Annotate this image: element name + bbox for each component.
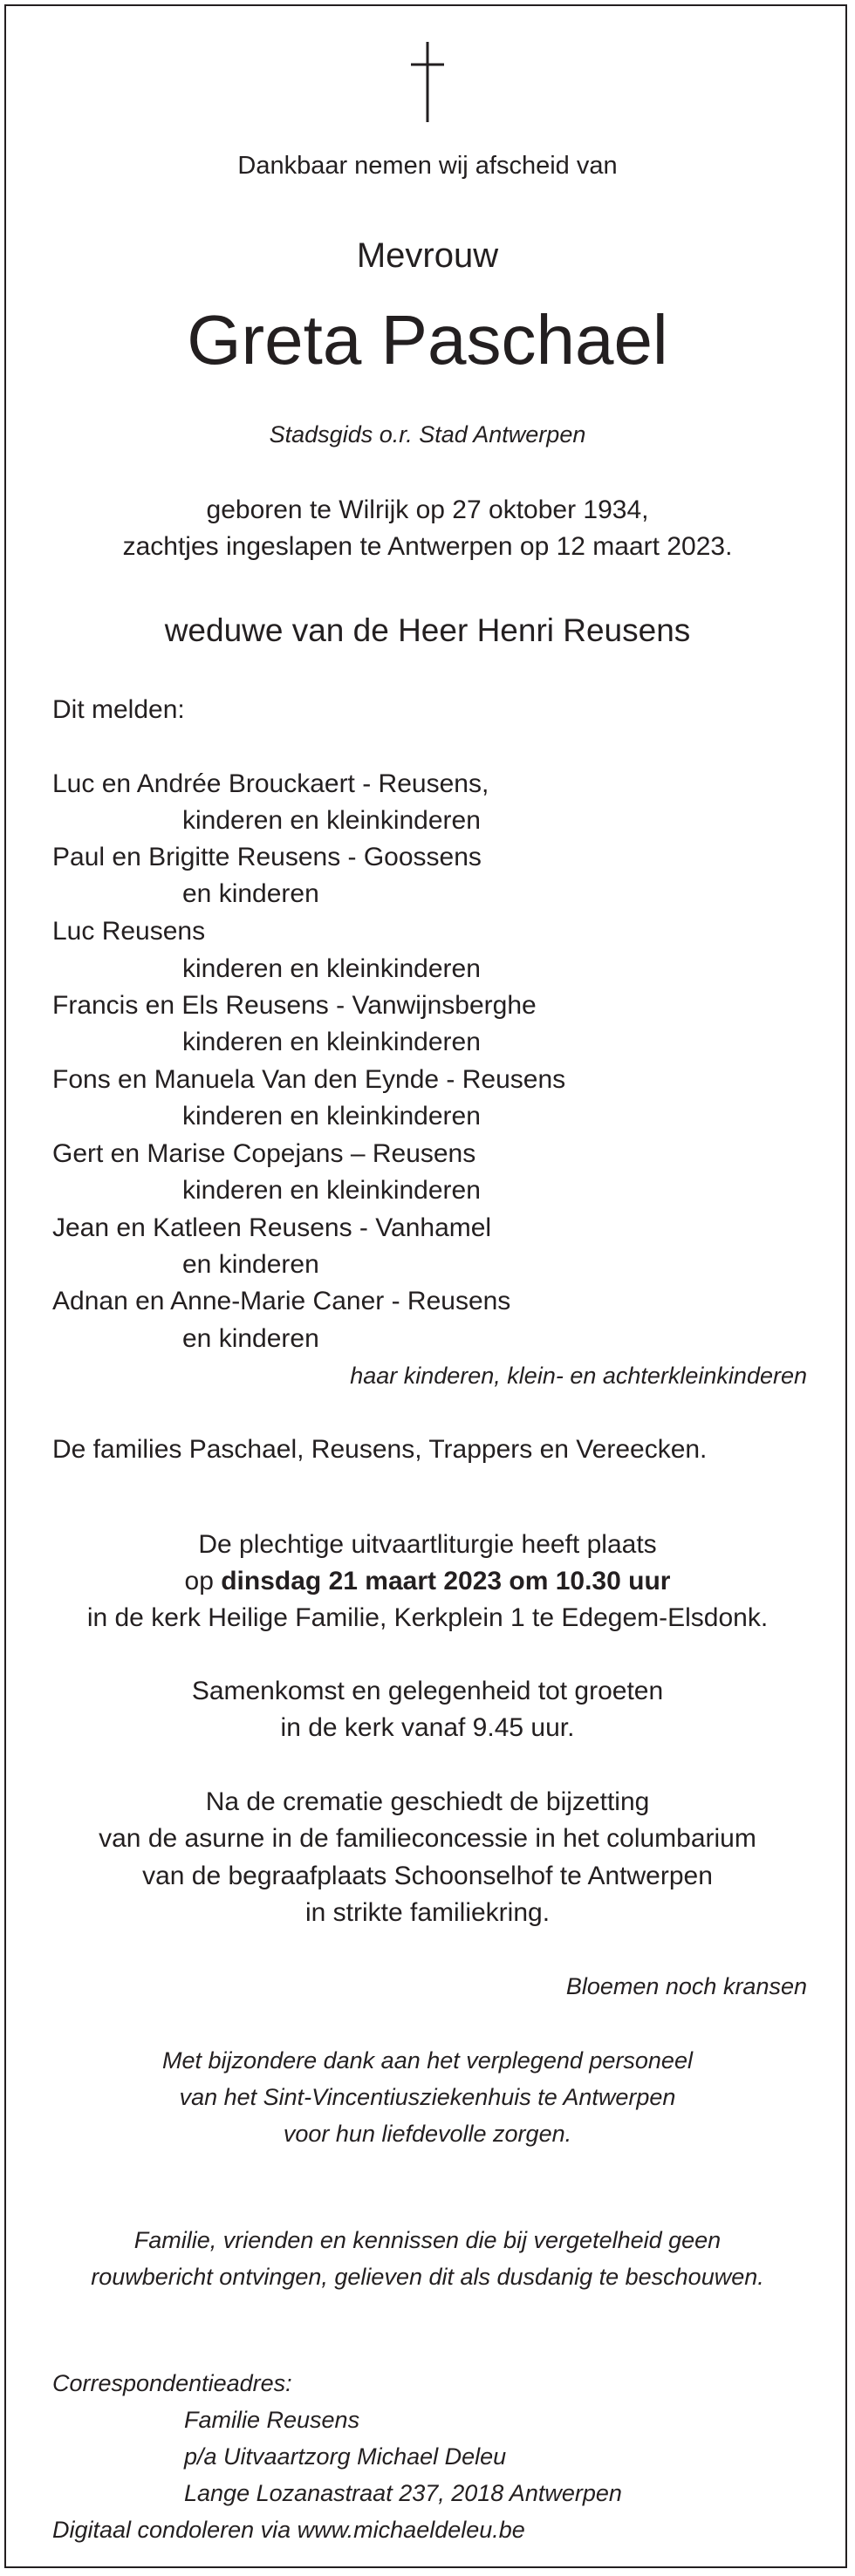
online-condolence-text: Digitaal condoleren via www.michaeldeleu.be bbox=[52, 2517, 525, 2543]
mourner-name: Francis en Els Reusens - Vanwijnsberghe bbox=[52, 991, 537, 1020]
born-text: geboren te Wilrijk op 27 oktober 1934, bbox=[206, 495, 649, 524]
intro-text: Dankbaar nemen wij afscheid van bbox=[237, 152, 618, 180]
cremation-line4: in strikte familiekring. bbox=[304, 1898, 551, 1927]
flowers-text: Bloemen noch kransen bbox=[565, 1973, 807, 1999]
cross-icon bbox=[0, 42, 855, 125]
funeral-date-prefix: op bbox=[184, 1567, 222, 1595]
correspondence-line3: Lange Lozanastraat 237, 2018 Antwerpen bbox=[184, 2480, 622, 2506]
mourner-sub: kinderen en kleinkinderen bbox=[182, 806, 481, 835]
correspondence-line1: Familie Reusens bbox=[184, 2407, 360, 2433]
notice-line2: rouwbericht ontvingen, gelieven dit als dusdanig te beschouwen. bbox=[91, 2264, 764, 2290]
thanks-line2: van het Sint-Vincentiusziekenhuis te Antwerpen bbox=[179, 2084, 676, 2110]
mourner-sub: en kinderen bbox=[182, 879, 319, 908]
mourner-sub: en kinderen bbox=[182, 1250, 319, 1279]
mourner-sub: kinderen en kleinkinderen bbox=[182, 1028, 481, 1056]
funeral-location: in de kerk Heilige Familie, Kerkplein 1 te Edegem-Elsdonk. bbox=[86, 1603, 769, 1632]
mourner-name: Gert en Marise Copejans – Reusens bbox=[52, 1139, 476, 1168]
mourner-name: Jean en Katleen Reusens - Vanhamel bbox=[52, 1213, 492, 1242]
mourners-closing: haar kinderen, klein- en achterkleinkinderen bbox=[350, 1363, 807, 1389]
correspondence-line2: p/a Uitvaartzorg Michael Deleu bbox=[184, 2443, 507, 2470]
mourner-sub: kinderen en kleinkinderen bbox=[182, 1176, 481, 1205]
died-text: zachtjes ingeslapen te Antwerpen op 12 maart 2023. bbox=[122, 532, 733, 561]
funeral-line1: De plechtige uitvaartliturgie heeft plaats bbox=[198, 1530, 657, 1559]
mourner-sub: kinderen en kleinkinderen bbox=[182, 954, 481, 983]
notice-line1: Familie, vrienden en kennissen die bij vergetelheid geen bbox=[133, 2227, 722, 2253]
mourner-sub: kinderen en kleinkinderen bbox=[182, 1102, 481, 1131]
cremation-line1: Na de crematie geschiedt de bijzetting bbox=[205, 1787, 650, 1816]
families-text: De families Paschael, Reusens, Trappers en Vereecken. bbox=[52, 1435, 708, 1464]
funeral-date-line bbox=[0, 1563, 855, 1600]
mourners-intro: Dit melden: bbox=[52, 695, 185, 724]
widow-text: weduwe van de Heer Henri Reusens bbox=[164, 612, 691, 648]
mourner-sub: en kinderen bbox=[182, 1324, 319, 1353]
cremation-line3: van de begraafplaats Schoonselhof te Antwerpen bbox=[142, 1862, 713, 1890]
gathering-line1: Samenkomst en gelegenheid tot groeten bbox=[191, 1677, 664, 1705]
correspondence-label: Correspondentieadres: bbox=[52, 2370, 292, 2396]
thanks-line1: Met bijzondere dank aan het verplegend personeel bbox=[162, 2047, 693, 2074]
funeral-date: dinsdag 21 maart 2023 om 10.30 uur bbox=[221, 1567, 671, 1595]
title-text: Mevrouw bbox=[356, 236, 499, 275]
mourner-name: Adnan en Anne-Marie Caner - Reusens bbox=[52, 1287, 511, 1315]
gathering-line2: in de kerk vanaf 9.45 uur. bbox=[280, 1713, 575, 1742]
mourner-name: Paul en Brigitte Reusens - Goossens bbox=[52, 843, 482, 871]
deceased-name: Greta Paschael bbox=[187, 301, 668, 379]
mourner-name: Luc Reusens bbox=[52, 917, 206, 946]
mourner-name: Fons en Manuela Van den Eynde - Reusens bbox=[52, 1065, 566, 1094]
mourner-name: Luc en Andrée Brouckaert - Reusens, bbox=[52, 769, 489, 798]
thanks-line3: voor hun liefdevolle zorgen. bbox=[283, 2121, 572, 2147]
occupation-text: Stadsgids o.r. Stad Antwerpen bbox=[269, 421, 586, 448]
cremation-line2: van de asurne in de familieconcessie in het columbarium bbox=[99, 1824, 756, 1853]
